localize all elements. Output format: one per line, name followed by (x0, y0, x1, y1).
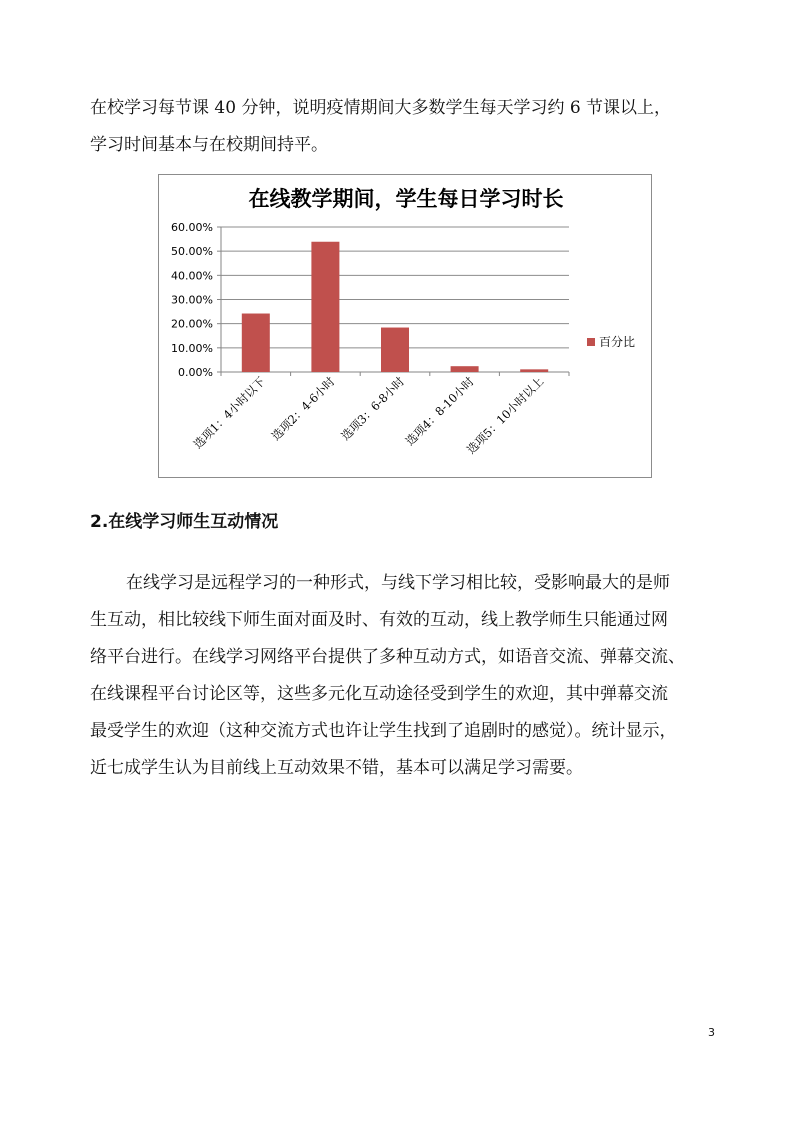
chart-title: 在线教学期间，学生每日学习时长 (248, 187, 564, 211)
body-paragraph (90, 565, 720, 787)
body-line: 生互动，相比较线下师生面对面及时、有效的互动，线上教学师生只能通过网 (90, 610, 668, 630)
bar (311, 242, 339, 372)
bar (381, 328, 409, 372)
legend-label: 百分比 (599, 335, 636, 349)
y-tick-label: 60.00% (171, 221, 213, 234)
chart-svg (159, 175, 653, 479)
y-tick-label: 0.00% (178, 366, 213, 379)
y-tick-label: 50.00% (171, 245, 213, 259)
body-line: 在线课程平台讨论区等，这些多元化互动途径受到学生的欢迎，其中弹幕交流 (90, 684, 668, 704)
legend-swatch (587, 338, 595, 346)
x-tick-label: 选项3：6-8小时 (338, 374, 408, 444)
body-line: 络平台进行。在线学习网络平台提供了多种互动方式，如语音交流、弹幕交流、 (90, 647, 685, 667)
page-number: 3 (708, 1026, 715, 1039)
x-tick-label: 选项5：10小时以上 (463, 374, 547, 457)
body-line: 最受学生的欢迎（这种交流方式也许让学生找到了追剧时的感觉）。统计显示， (90, 721, 677, 741)
bar (451, 366, 479, 372)
y-tick-label: 10.00% (171, 341, 213, 355)
bar (242, 314, 270, 372)
intro-line: 学习时间基本与在校期间持平。 (90, 135, 328, 155)
intro-line: 在校学习每节课 40 分钟，说明疫情期间大多数学生每天学习约 6 节课以上， (90, 98, 672, 118)
x-tick-label: 选项2：4-6小时 (268, 374, 338, 444)
y-tick-label: 30.00% (171, 293, 213, 307)
body-line: 近七成学生认为目前线上互动效果不错，基本可以满足学习需要。 (90, 758, 583, 778)
x-tick-label: 选项4：8-10小时 (402, 374, 477, 449)
x-tick-label: 选项1：4小时以下 (190, 374, 268, 452)
body-line: 在线学习是远程学习的一种形式，与线下学习相比较，受影响最大的是师 (126, 573, 670, 593)
study-duration-chart (158, 174, 652, 478)
bar (520, 369, 548, 372)
y-tick-label: 20.00% (171, 317, 213, 331)
section-heading: 2.在线学习师生互动情况 (90, 512, 279, 532)
y-tick-label: 40.00% (171, 269, 213, 283)
intro-paragraph (90, 90, 720, 164)
